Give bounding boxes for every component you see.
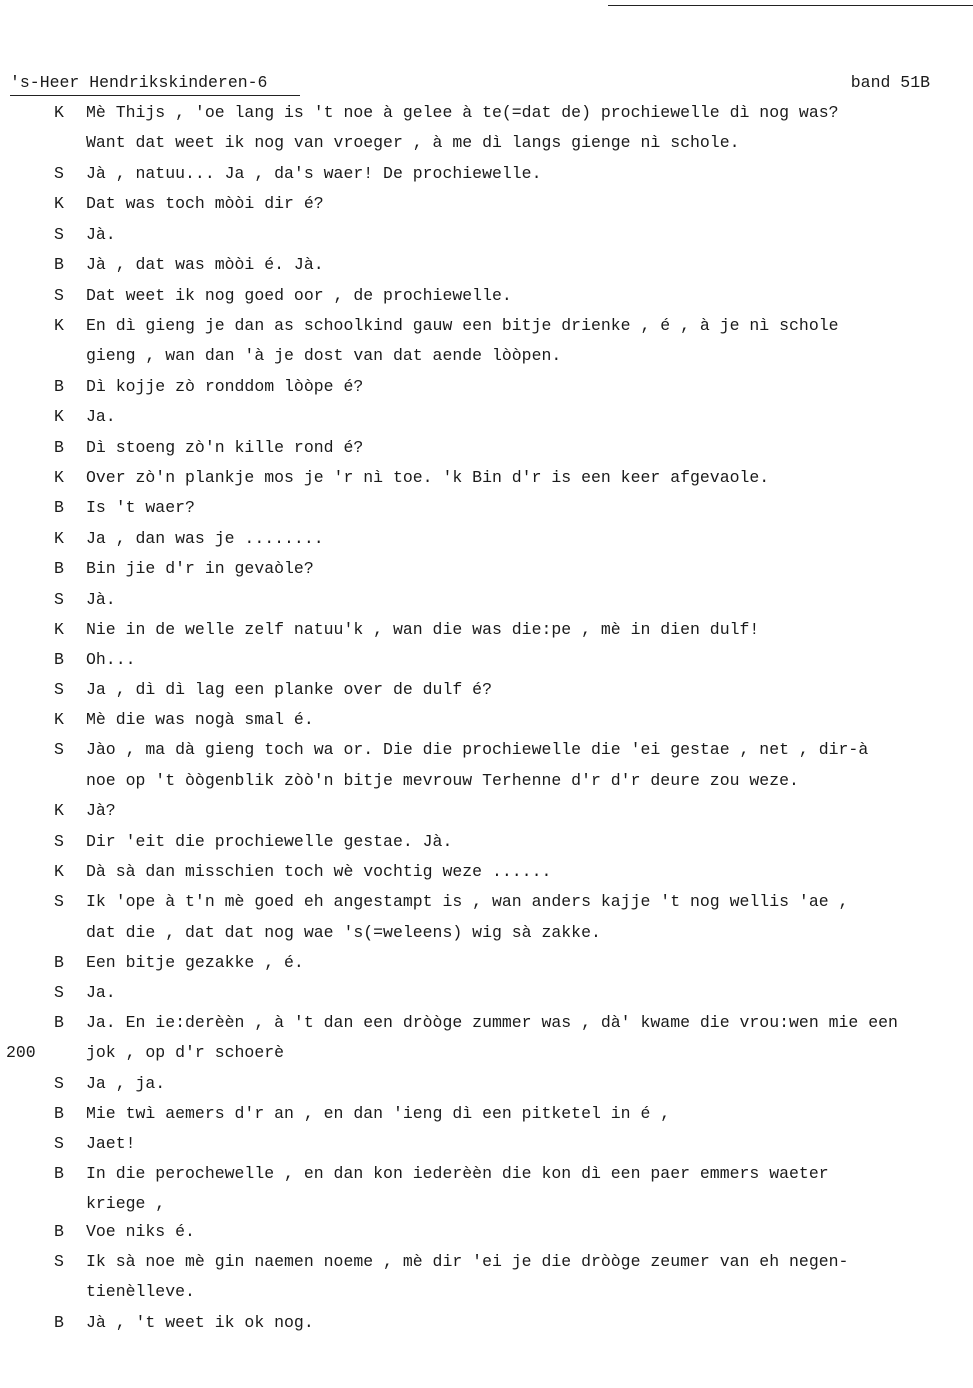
transcript-line (0, 650, 973, 680)
utterance-text: Mè Thijs , 'oe lang is 't noe à gelee à te(=dat de) prochiewelle dì nog was? (86, 103, 839, 122)
transcript-line (0, 1104, 973, 1134)
transcript-line (0, 620, 973, 650)
speaker-label: S (54, 1134, 64, 1153)
transcript-line (0, 316, 973, 346)
transcript-line (0, 438, 973, 468)
speaker-label: K (54, 468, 64, 487)
speaker-label: B (54, 1013, 64, 1032)
utterance-text: Mie twì aemers d'r an , en dan 'ieng dì een pitketel in é , (86, 1104, 671, 1123)
utterance-text: Dì kojje zò ronddom lòòpe é? (86, 377, 364, 396)
utterance-text: Dà sà dan misschien toch wè vochtig weze ...... (86, 862, 552, 881)
utterance-text: Voe niks é. (86, 1222, 195, 1241)
utterance-text: Dat weet ik nog goed oor , de prochiewelle. (86, 286, 512, 305)
document-title: 's-Heer Hendrikskinderen-6 (10, 73, 268, 92)
speaker-label: K (54, 407, 64, 426)
speaker-label: S (54, 1252, 64, 1271)
utterance-text: Ik sà noe mè gin naemen noeme , mè dir 'ei je die dròòge zeumer van eh negen- (86, 1252, 849, 1271)
line-number-margin: 200 (6, 1043, 36, 1062)
transcript-line (0, 710, 973, 740)
transcript-line (0, 1164, 973, 1194)
transcript-line (0, 1134, 973, 1164)
transcript-line (0, 377, 973, 407)
speaker-label: B (54, 1104, 64, 1123)
transcript-line (0, 1313, 973, 1343)
speaker-label: S (54, 590, 64, 609)
header-underline (10, 95, 300, 96)
transcript-line (0, 1252, 973, 1282)
transcript-line (0, 286, 973, 316)
speaker-label: S (54, 1074, 64, 1093)
utterance-text: Jào , ma dà gieng toch wa or. Die die prochiewelle die 'ei gestae , net , dir-à (86, 740, 869, 759)
utterance-text: Dat was toch mòòi dir é? (86, 194, 324, 213)
utterance-text: Ik 'ope à t'n mè goed eh angestampt is , wan anders kajje 't nog wellis 'ae , (86, 892, 849, 911)
transcript-line (0, 529, 973, 559)
utterance-text: Jà. (86, 225, 116, 244)
transcript-line (0, 194, 973, 224)
utterance-text: Jà , natuu... Ja , da's waer! De prochiewelle. (86, 164, 542, 183)
utterance-text: Ja. (86, 407, 116, 426)
utterance-text: Ja , ja. (86, 1074, 166, 1093)
transcript-line (0, 468, 973, 498)
utterance-text: Jà? (86, 801, 116, 820)
speaker-label: K (54, 529, 64, 548)
utterance-text: Over zò'n plankje mos je 'r nì toe. 'k Bin d'r is een keer afgevaole. (86, 468, 770, 487)
transcript-line (0, 953, 973, 983)
utterance-text: En dì gieng je dan as schoolkind gauw een bitje drienke , é , à je nì schole (86, 316, 839, 335)
transcript-line (0, 771, 973, 801)
utterance-text: Nie in de welle zelf natuu'k , wan die was die:pe , mè in dien dulf! (86, 620, 760, 639)
utterance-text: Jà , dat was mòòi é. Jà. (86, 255, 324, 274)
transcript-line (0, 225, 973, 255)
speaker-label: B (54, 1164, 64, 1183)
page-header (10, 73, 930, 97)
transcript-line (0, 862, 973, 892)
utterance-text: Want dat weet ik nog van vroeger , à me dì langs gienge nì schole. (86, 133, 740, 152)
utterance-text: Ja , dan was je ........ (86, 529, 324, 548)
speaker-label: B (54, 498, 64, 517)
speaker-label: K (54, 316, 64, 335)
utterance-text: Ja , dì dì lag een planke over de dulf é? (86, 680, 492, 699)
utterance-text: Jaet! (86, 1134, 136, 1153)
transcript-line (0, 923, 973, 953)
utterance-text: noe op 't òògenblik zòò'n bitje mevrouw Terhenne d'r d'r deure zou weze. (86, 771, 799, 790)
speaker-label: B (54, 1222, 64, 1241)
utterance-text: dat die , dat dat nog wae 's(=weleens) wig sà zakke. (86, 923, 601, 942)
transcript-line (0, 832, 973, 862)
utterance-text: Jà. (86, 590, 116, 609)
transcript-line (0, 590, 973, 620)
band-label: band 51B (850, 73, 930, 92)
transcript-line (0, 892, 973, 922)
speaker-label: S (54, 680, 64, 699)
transcript-line (0, 1222, 973, 1252)
speaker-label: B (54, 559, 64, 578)
utterance-text: In die perochewelle , en dan kon iederèèn die kon dì een paer emmers waeter (86, 1164, 829, 1183)
utterance-text: jok , op d'r schoerè (86, 1043, 285, 1062)
utterance-text: tienèlleve. (86, 1282, 195, 1301)
utterance-text: Bin jie d'r in gevaòle? (86, 559, 314, 578)
transcript-line (0, 498, 973, 528)
transcript-line (0, 164, 973, 194)
speaker-label: K (54, 620, 64, 639)
speaker-label: B (54, 650, 64, 669)
transcript-line (0, 1074, 973, 1104)
transcript-line (0, 680, 973, 710)
speaker-label: B (54, 1313, 64, 1332)
speaker-label: B (54, 438, 64, 457)
speaker-label: B (54, 377, 64, 396)
transcript-line (0, 559, 973, 589)
utterance-text: Ja. (86, 983, 116, 1002)
speaker-label: B (54, 953, 64, 972)
speaker-label: K (54, 862, 64, 881)
speaker-label: S (54, 286, 64, 305)
speaker-label: K (54, 710, 64, 729)
speaker-label: K (54, 103, 64, 122)
speaker-label: K (54, 801, 64, 820)
speaker-label: K (54, 194, 64, 213)
transcript-line (0, 1043, 973, 1073)
transcript-line (0, 983, 973, 1013)
utterance-text: Mè die was nogà smal é. (86, 710, 314, 729)
transcript-line (0, 407, 973, 437)
utterance-text: Dir 'eit die prochiewelle gestae. Jà. (86, 832, 453, 851)
speaker-label: B (54, 255, 64, 274)
utterance-text: gieng , wan dan 'à je dost van dat aende lòòpen. (86, 346, 562, 365)
transcript-line (0, 740, 973, 770)
transcript-line (0, 1194, 973, 1224)
speaker-label: S (54, 832, 64, 851)
speaker-label: S (54, 740, 64, 759)
transcript-line (0, 1282, 973, 1312)
transcript-line (0, 801, 973, 831)
transcript-line (0, 1013, 973, 1043)
transcript-line (0, 346, 973, 376)
utterance-text: Oh... (86, 650, 136, 669)
utterance-text: Is 't waer? (86, 498, 195, 517)
transcript-line (0, 133, 973, 163)
speaker-label: S (54, 983, 64, 1002)
utterance-text: Een bitje gezakke , é. (86, 953, 304, 972)
transcript-line (0, 255, 973, 285)
top-rule (608, 5, 973, 6)
speaker-label: S (54, 225, 64, 244)
utterance-text: Jà , 't weet ik ok nog. (86, 1313, 314, 1332)
utterance-text: kriege , (86, 1194, 166, 1213)
speaker-label: S (54, 164, 64, 183)
transcript-line (0, 103, 973, 133)
utterance-text: Ja. En ie:derèèn , à 't dan een dròòge zummer was , dà' kwame die vrou:wen mie een (86, 1013, 898, 1032)
utterance-text: Dì stoeng zò'n kille rond é? (86, 438, 364, 457)
speaker-label: S (54, 892, 64, 911)
